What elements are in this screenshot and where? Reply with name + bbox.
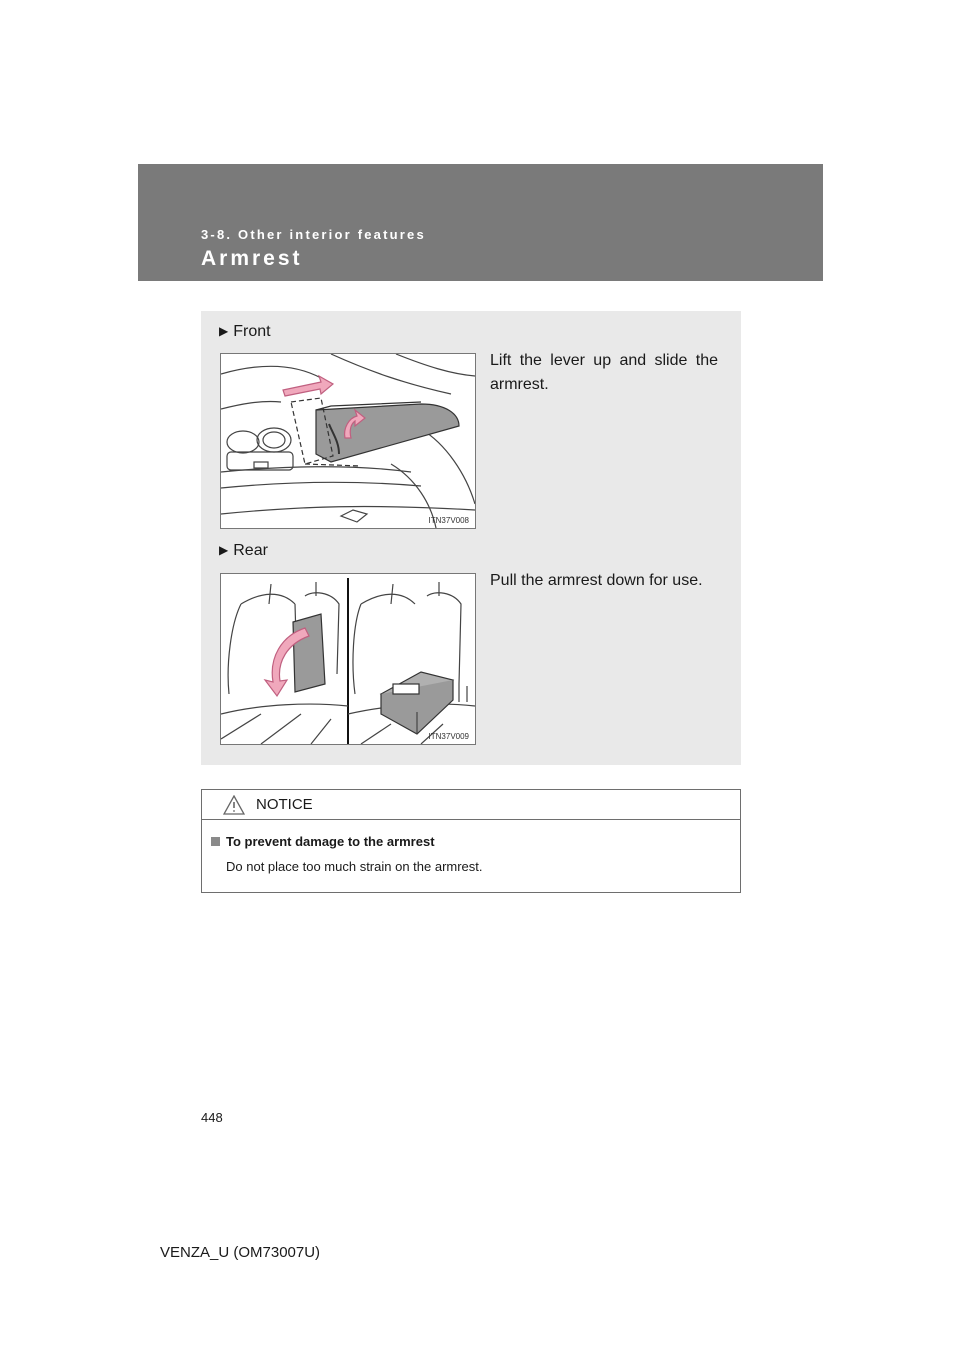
notice-body: Do not place too much strain on the armrest.	[226, 859, 483, 874]
page-number: 448	[201, 1110, 223, 1125]
notice-label: NOTICE	[256, 796, 313, 813]
section-label: 3-8. Other interior features	[201, 227, 426, 242]
square-bullet-icon	[211, 837, 220, 846]
rear-instruction: Pull the armrest down for use.	[490, 572, 703, 589]
content-panel	[201, 311, 741, 765]
page-title: Armrest	[201, 247, 303, 270]
front-instruction: Lift the lever up and slide the armrest.	[490, 352, 718, 393]
front-subheading	[219, 323, 271, 341]
notice-title	[211, 834, 435, 849]
front-figure-code: ITN37V008	[428, 516, 469, 525]
warning-triangle-icon	[223, 795, 245, 815]
notice-header	[202, 790, 740, 820]
header-band	[138, 164, 823, 281]
front-label: Front	[233, 323, 271, 340]
rear-armrest-illustration	[220, 573, 476, 745]
manual-code: VENZA_U (OM73007U)	[160, 1244, 321, 1261]
triangle-bullet-icon: ▶	[219, 324, 229, 338]
front-armrest-illustration	[220, 353, 476, 529]
notice-box	[201, 789, 741, 893]
triangle-bullet-icon: ▶	[219, 543, 229, 557]
rear-figure-code: ITN37V009	[428, 732, 469, 741]
notice-title-text: To prevent damage to the armrest	[226, 834, 435, 849]
rear-label: Rear	[233, 542, 268, 559]
rear-subheading	[219, 542, 268, 560]
